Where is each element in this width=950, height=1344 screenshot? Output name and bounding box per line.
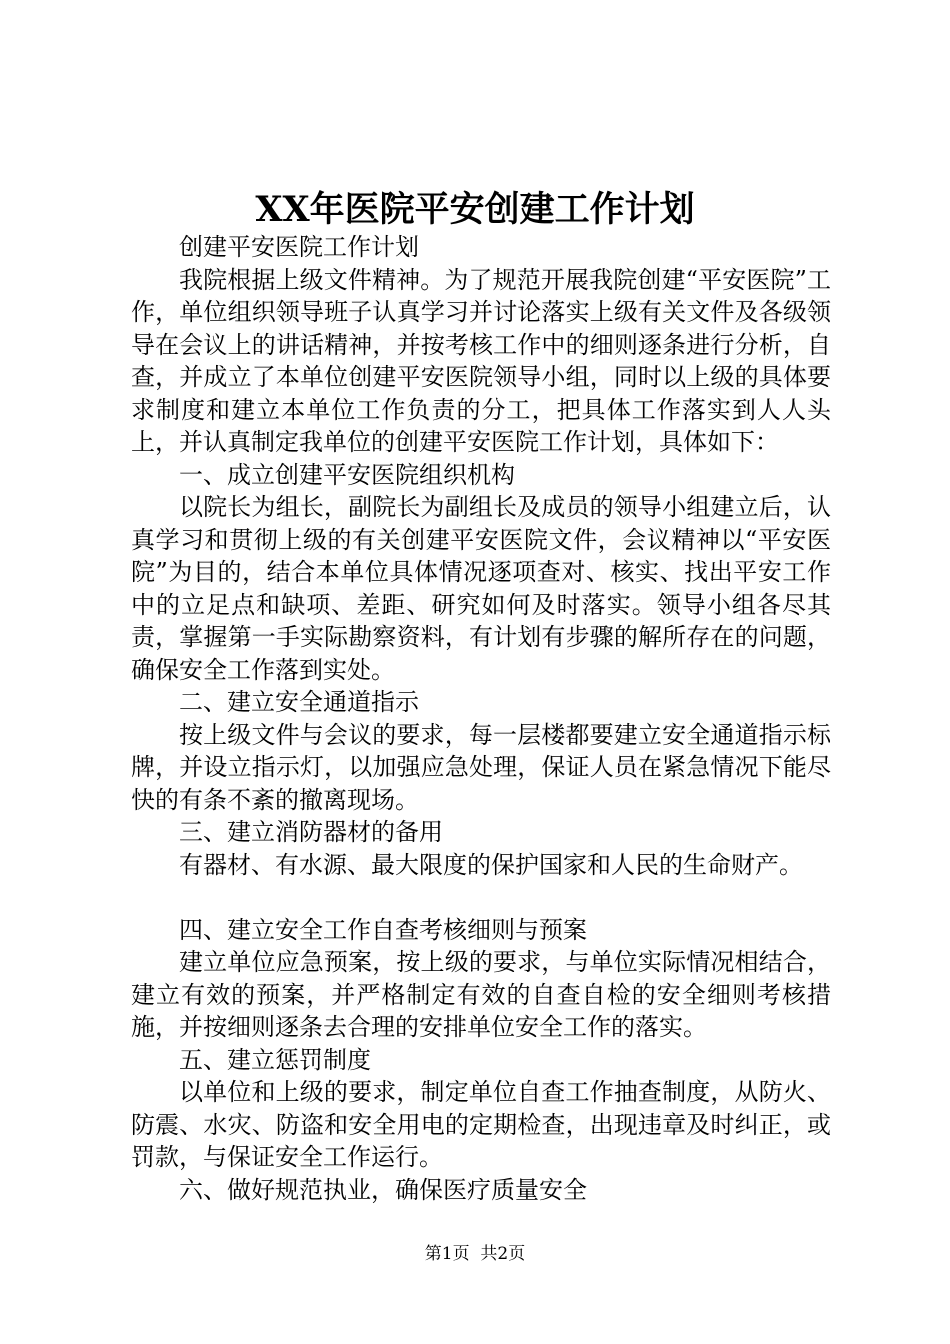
- section-body-3: 有器材、有水源、最大限度的保护国家和人民的生命财产。: [179, 850, 803, 879]
- document-body: [131, 231, 831, 1206]
- section-heading-2: 二、建立安全通道指示: [179, 688, 419, 716]
- section-body-2: 按上级文件与会议的要求，每一层楼都要建立安全通道指示标牌，并设立指示灯，以加强应急处理，保证人员在紧急情况下能尽快的有条不紊的撤离现场。: [131, 720, 831, 814]
- section-body-4: 建立单位应急预案，按上级的要求，与单位实际情况相结合，建立有效的预案，并严格制定有效的自查自检的安全细则考核措施，并按细则逐条去合理的安排单位安全工作的落实。: [131, 948, 831, 1041]
- section-heading-4: 四、建立安全工作自查考核细则与预案: [179, 915, 587, 944]
- section-heading-1: 一、成立创建平安医院组织机构: [179, 460, 515, 489]
- page-footer: 第1页 共2页: [424, 1244, 526, 1264]
- paragraph-subtitle: 创建平安医院工作计划: [179, 233, 419, 261]
- section-heading-5: 五、建立惩罚制度: [179, 1045, 371, 1074]
- document-title: XX年医院平安创建工作计划: [255, 189, 695, 230]
- section-body-5: 以单位和上级的要求，制定单位自查工作抽查制度，从防火、防震、水灾、防盗和安全用电的定期检查，出现违章及时纠正，或罚款，与保证安全工作运行。: [131, 1078, 831, 1171]
- section-body-1: 以院长为组长，副院长为副组长及成员的领导小组建立后，认真学习和贯彻上级的有关创建平安医院文件，会议精神以“平安医院”为目的，结合本单位具体情况逐项查对、核实、找出平安工作中的立足点和缺项、差距、研究如何及时落实。领导小组各尽其责，掌握第一手实际勘察资料，有计划有步骤的解所存在的问题，确保安全工作落到实处。: [131, 493, 831, 684]
- section-heading-6: 六、做好规范执业，确保医疗质量安全: [179, 1175, 587, 1204]
- section-heading-3: 三、建立消防器材的备用: [179, 818, 443, 846]
- paragraph-intro: 我院根据上级文件精神。为了规范开展我院创建“平安医院”工作，单位组织领导班子认真学习并讨论落实上级有关文件及各级领导在会议上的讲话精神，并按考核工作中的细则逐条进行分析，自查，并成立了本单位创建平安医院领导小组，同时以上级的具体要求制度和建立本单位工作负责的分工，把具体工作落实到人人头上，并认真制定我单位的创建平安医院工作计划，具体如下：: [131, 265, 831, 456]
